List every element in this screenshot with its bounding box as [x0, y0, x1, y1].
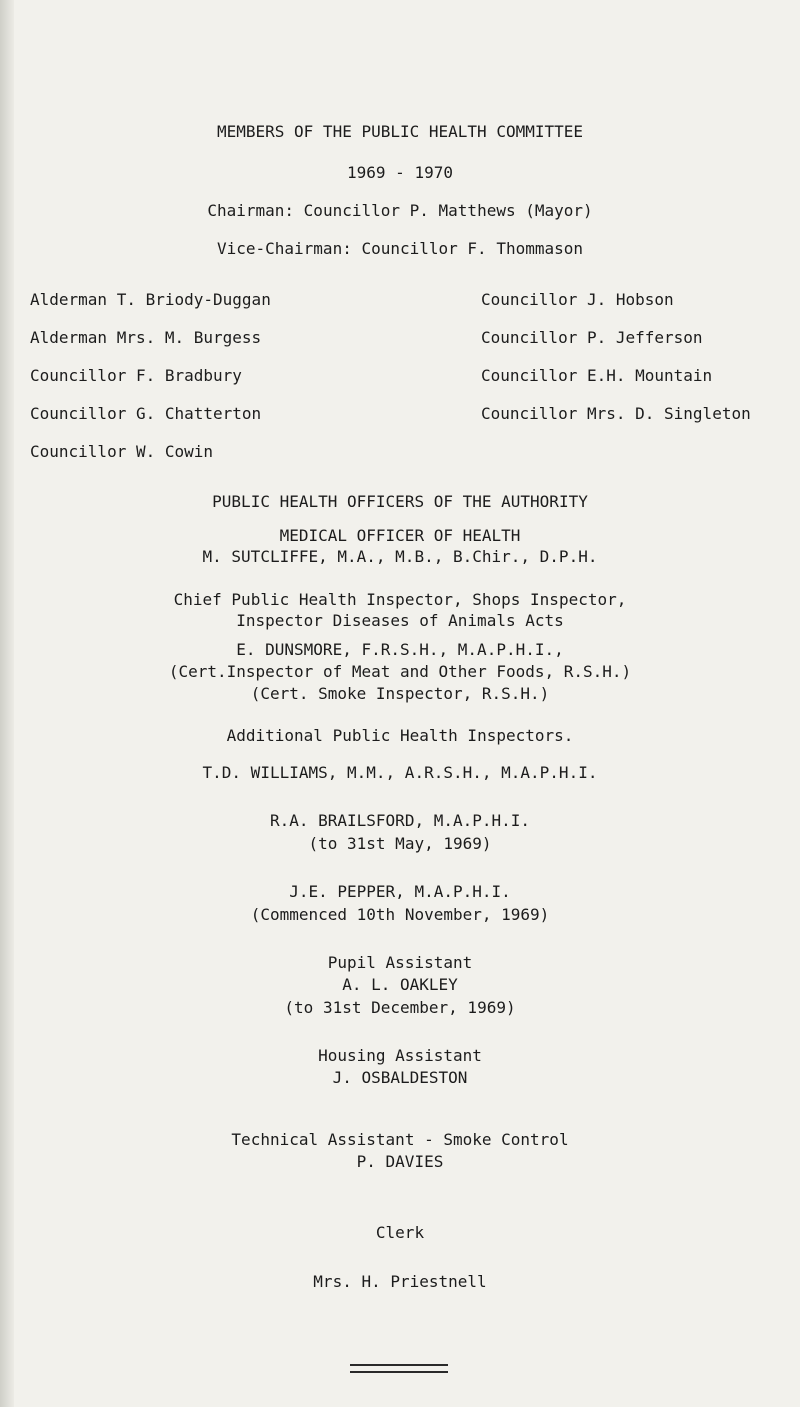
member-right-4: Councillor Mrs. D. Singleton [481, 404, 751, 423]
technical-assistant-title: Technical Assistant - Smoke Control [231, 1130, 569, 1149]
chief-name: E. DUNSMORE, F.R.S.H., M.A.P.H.I., [236, 640, 564, 659]
member-left-4: Councillor G. Chatterton [30, 404, 262, 423]
chief-cert-2: (Cert. Smoke Inspector, R.S.H.) [250, 684, 550, 703]
brailsford-note: (to 31st May, 1969) [308, 834, 492, 853]
inspector-pepper: J.E. PEPPER, M.A.P.H.I. [289, 882, 511, 901]
closing-double-rule [350, 1364, 448, 1373]
pupil-assistant-title: Pupil Assistant [327, 953, 473, 972]
year-range: 1969 - 1970 [347, 163, 453, 182]
member-left-5: Councillor W. Cowin [30, 442, 214, 461]
pupil-assistant-note: (to 31st December, 1969) [284, 998, 516, 1017]
chairman-line: Chairman: Councillor P. Matthews (Mayor) [207, 201, 593, 220]
pupil-assistant-name: A. L. OAKLEY [342, 975, 458, 994]
inspector-brailsford: R.A. BRAILSFORD, M.A.P.H.I. [269, 811, 531, 830]
housing-assistant-title: Housing Assistant [318, 1046, 482, 1065]
clerk-title: Clerk [375, 1223, 425, 1242]
pepper-note: (Commenced 10th November, 1969) [250, 905, 550, 924]
technical-assistant-name: P. DAVIES [356, 1152, 444, 1171]
chief-title-line-1: Chief Public Health Inspector, Shops Inspector, [173, 590, 627, 609]
moh-title: MEDICAL OFFICER OF HEALTH [279, 526, 521, 545]
member-left-2: Alderman Mrs. M. Burgess [30, 328, 262, 347]
member-right-2: Councillor P. Jefferson [481, 328, 703, 347]
chief-cert-1: (Cert.Inspector of Meat and Other Foods, R.S.H.) [168, 662, 632, 681]
member-right-3: Councillor E.H. Mountain [481, 366, 713, 385]
member-right-1: Councillor J. Hobson [481, 290, 674, 309]
chief-title-line-2: Inspector Diseases of Animals Acts [236, 611, 564, 630]
moh-name: M. SUTCLIFFE, M.A., M.B., B.Chir., D.P.H. [202, 547, 598, 566]
clerk-name: Mrs. H. Priestnell [313, 1272, 487, 1291]
inspector-williams: T.D. WILLIAMS, M.M., A.R.S.H., M.A.P.H.I. [202, 763, 598, 782]
housing-assistant-name: J. OSBALDESTON [332, 1068, 468, 1087]
committee-title: MEMBERS OF THE PUBLIC HEALTH COMMITTEE [216, 122, 584, 141]
vice-chairman-line: Vice-Chairman: Councillor F. Thommason [216, 239, 584, 258]
officers-heading: PUBLIC HEALTH OFFICERS OF THE AUTHORITY [212, 492, 588, 511]
additional-inspectors-title: Additional Public Health Inspectors. [226, 726, 574, 745]
member-left-1: Alderman T. Briody-Duggan [30, 290, 271, 309]
member-left-3: Councillor F. Bradbury [30, 366, 242, 385]
